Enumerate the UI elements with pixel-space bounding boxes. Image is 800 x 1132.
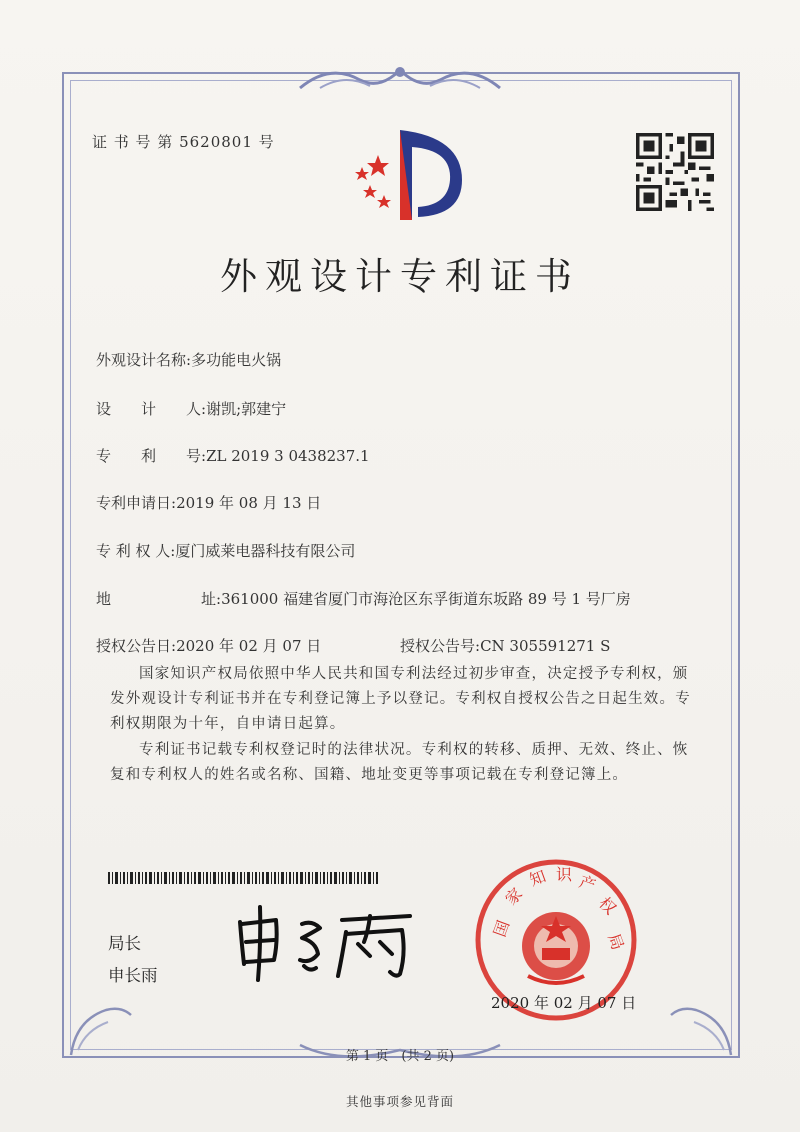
field-label: 专利申请日: bbox=[96, 494, 177, 512]
legal-status-statement: 专利证书记载专利权登记时的法律状况。专利权的转移、质押、无效、终止、恢复和专利权人的姓名或名称、国籍、地址变更等事项记载在专利登记簿上。 bbox=[110, 742, 689, 783]
field-label: 授权公告日: bbox=[96, 637, 177, 655]
field-label: 外观设计名称: bbox=[96, 351, 192, 369]
field-patentee bbox=[96, 540, 355, 561]
qr-code bbox=[636, 133, 714, 211]
seal-date: 2020 年 02 月 07 日 bbox=[491, 994, 637, 1012]
certificate-number: 证 书 号 第 5620801 号 bbox=[92, 133, 275, 151]
field-designer bbox=[96, 398, 286, 419]
field-value: 361000 福建省厦门市海沧区东孚街道东坂路 89 号 1 号厂房 bbox=[221, 590, 631, 608]
svg-text:局: 局 bbox=[604, 930, 628, 953]
svg-text:识: 识 bbox=[556, 865, 573, 884]
field-value: CN 305591271 S bbox=[480, 637, 611, 655]
svg-text:产: 产 bbox=[576, 871, 599, 896]
field-value: 多功能电火锅 bbox=[191, 351, 282, 369]
field-label: 授权公告号: bbox=[400, 637, 481, 655]
field-value: 厦门威莱电器科技有限公司 bbox=[175, 542, 356, 560]
barcode bbox=[108, 872, 380, 884]
field-address bbox=[96, 588, 631, 609]
grant-statement: 国家知识产权局依照中华人民共和国专利法经过初步审查，决定授予专利权，颁发外观设计专利证书并在专利登记簿上予以登记。专利权自授权公告之日起生效。专利权期限为十年，自申请日起算。 bbox=[110, 666, 691, 732]
field-value: 谢凯;郭建宁 bbox=[206, 400, 287, 418]
field-label: 地 址: bbox=[96, 590, 222, 608]
field-value: 2019 年 08 月 13 日 bbox=[176, 494, 322, 512]
footer-note: 其他事项参见背面 bbox=[345, 1094, 454, 1109]
director-title: 局长 bbox=[108, 934, 141, 953]
field-label: 专 利 号: bbox=[96, 447, 207, 465]
cnipa-logo bbox=[340, 125, 470, 225]
field-patent-no bbox=[96, 445, 370, 466]
field-filing-date bbox=[96, 492, 321, 513]
field-label: 专 利 权 人: bbox=[96, 542, 176, 560]
certificate-title: 外观设计专利证书 bbox=[220, 255, 580, 298]
director-signature bbox=[230, 902, 420, 982]
field-value: ZL 2019 3 0438237.1 bbox=[206, 447, 370, 465]
top-ornament bbox=[290, 58, 510, 98]
field-grant-date bbox=[96, 635, 321, 656]
director-name: 申长雨 bbox=[108, 966, 158, 985]
svg-text:权: 权 bbox=[595, 893, 620, 919]
svg-text:国: 国 bbox=[489, 917, 514, 940]
field-grant-no bbox=[400, 635, 610, 656]
field-design-name bbox=[96, 349, 281, 370]
field-label: 设 计 人: bbox=[96, 400, 207, 418]
field-value: 2020 年 02 月 07 日 bbox=[176, 637, 322, 655]
svg-text:知: 知 bbox=[526, 866, 549, 890]
svg-text:家: 家 bbox=[501, 884, 527, 909]
page-number: 第 1 页 (共 2 页) bbox=[345, 1049, 455, 1064]
